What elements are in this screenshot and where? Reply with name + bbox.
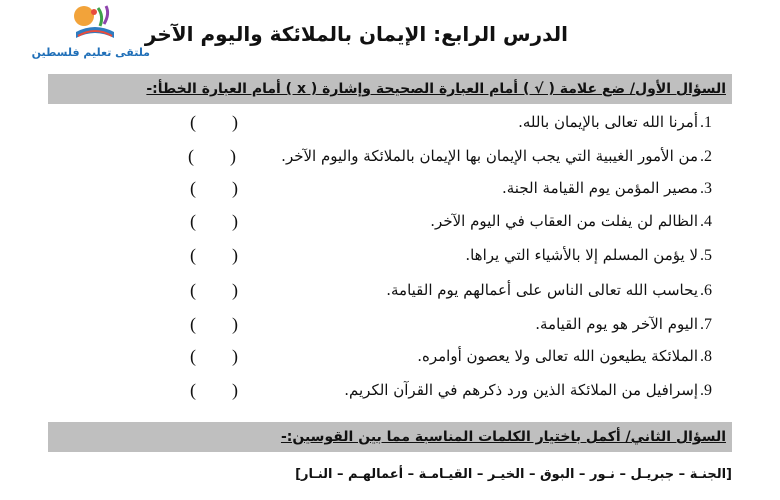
question-item — [430, 209, 712, 233]
question-number: 2. — [700, 148, 712, 165]
question-number: 4. — [700, 213, 712, 230]
answer-blank[interactable]: ( ) — [190, 280, 238, 300]
answer-blank[interactable]: ( ) — [190, 112, 238, 132]
question-text: إسرافيل من الملائكة الذين ورد ذكرهم في القرآن الكريم. — [344, 381, 698, 399]
answer-blank[interactable]: ( ) — [190, 346, 238, 366]
question-text: أمرنا الله تعالى بالإيمان بالله. — [518, 113, 698, 131]
question-number: 6. — [700, 282, 712, 299]
answer-blank[interactable]: ( ) — [190, 380, 238, 400]
question-item — [535, 312, 712, 336]
answer-blank[interactable]: ( ) — [190, 314, 238, 334]
answer-blank[interactable]: ( ) — [190, 178, 238, 198]
section1-header — [48, 74, 732, 104]
question-number: 5. — [700, 247, 712, 264]
question-number: 7. — [700, 316, 712, 333]
question-text: من الأمور الغيبية التي يجب الإيمان بها الإيمان بالملائكة واليوم الآخر. — [281, 147, 698, 165]
question-number: 8. — [700, 348, 712, 365]
logo-book-icon — [70, 2, 120, 46]
word-bank: [الجنـة – جبريـل – نـور – البوق – الخيـر – القيـامـة – أعمالهـم – النـار] — [295, 467, 732, 482]
answer-blank[interactable]: ( ) — [188, 146, 236, 166]
question-number: 3. — [700, 180, 712, 197]
section1-title: السؤال الأول/ ضع علامة ( √ ) أمام العبارة الصحيحة وإشارة ( x ) أمام العبارة الخطأ:- — [146, 81, 726, 97]
question-item — [281, 144, 712, 168]
question-number: 9. — [700, 382, 712, 399]
question-item — [417, 344, 712, 368]
question-text: مصير المؤمن يوم القيامة الجنة. — [502, 179, 698, 197]
question-text: اليوم الآخر هو يوم القيامة. — [535, 315, 698, 333]
section2-header — [48, 422, 732, 452]
logo — [31, 2, 150, 70]
question-text: يحاسب الله تعالى الناس على أعمالهم يوم القيامة. — [386, 281, 698, 299]
logo-text: ملتقى تعليم فلسطين — [31, 46, 150, 59]
answer-blank[interactable]: ( ) — [190, 245, 238, 265]
question-text: الظالم لن يفلت من العقاب في اليوم الآخر. — [430, 212, 698, 230]
section2-title: السؤال الثاني/ أكمل باختيار الكلمات المناسبة مما بين القوسين:- — [280, 429, 726, 445]
lesson-title: الدرس الرابع: الإيمان بالملائكة واليوم الآخر — [144, 22, 568, 46]
question-item — [518, 110, 712, 134]
question-item — [386, 278, 712, 302]
question-item — [502, 176, 712, 200]
question-number: 1. — [700, 114, 712, 131]
answer-blank[interactable]: ( ) — [190, 211, 238, 231]
question-text: لا يؤمن المسلم إلا بالأشياء التي يراها. — [465, 246, 698, 264]
question-item — [465, 243, 712, 267]
question-text: الملائكة يطيعون الله تعالى ولا يعصون أوامره. — [417, 347, 698, 365]
question-item — [344, 378, 712, 402]
